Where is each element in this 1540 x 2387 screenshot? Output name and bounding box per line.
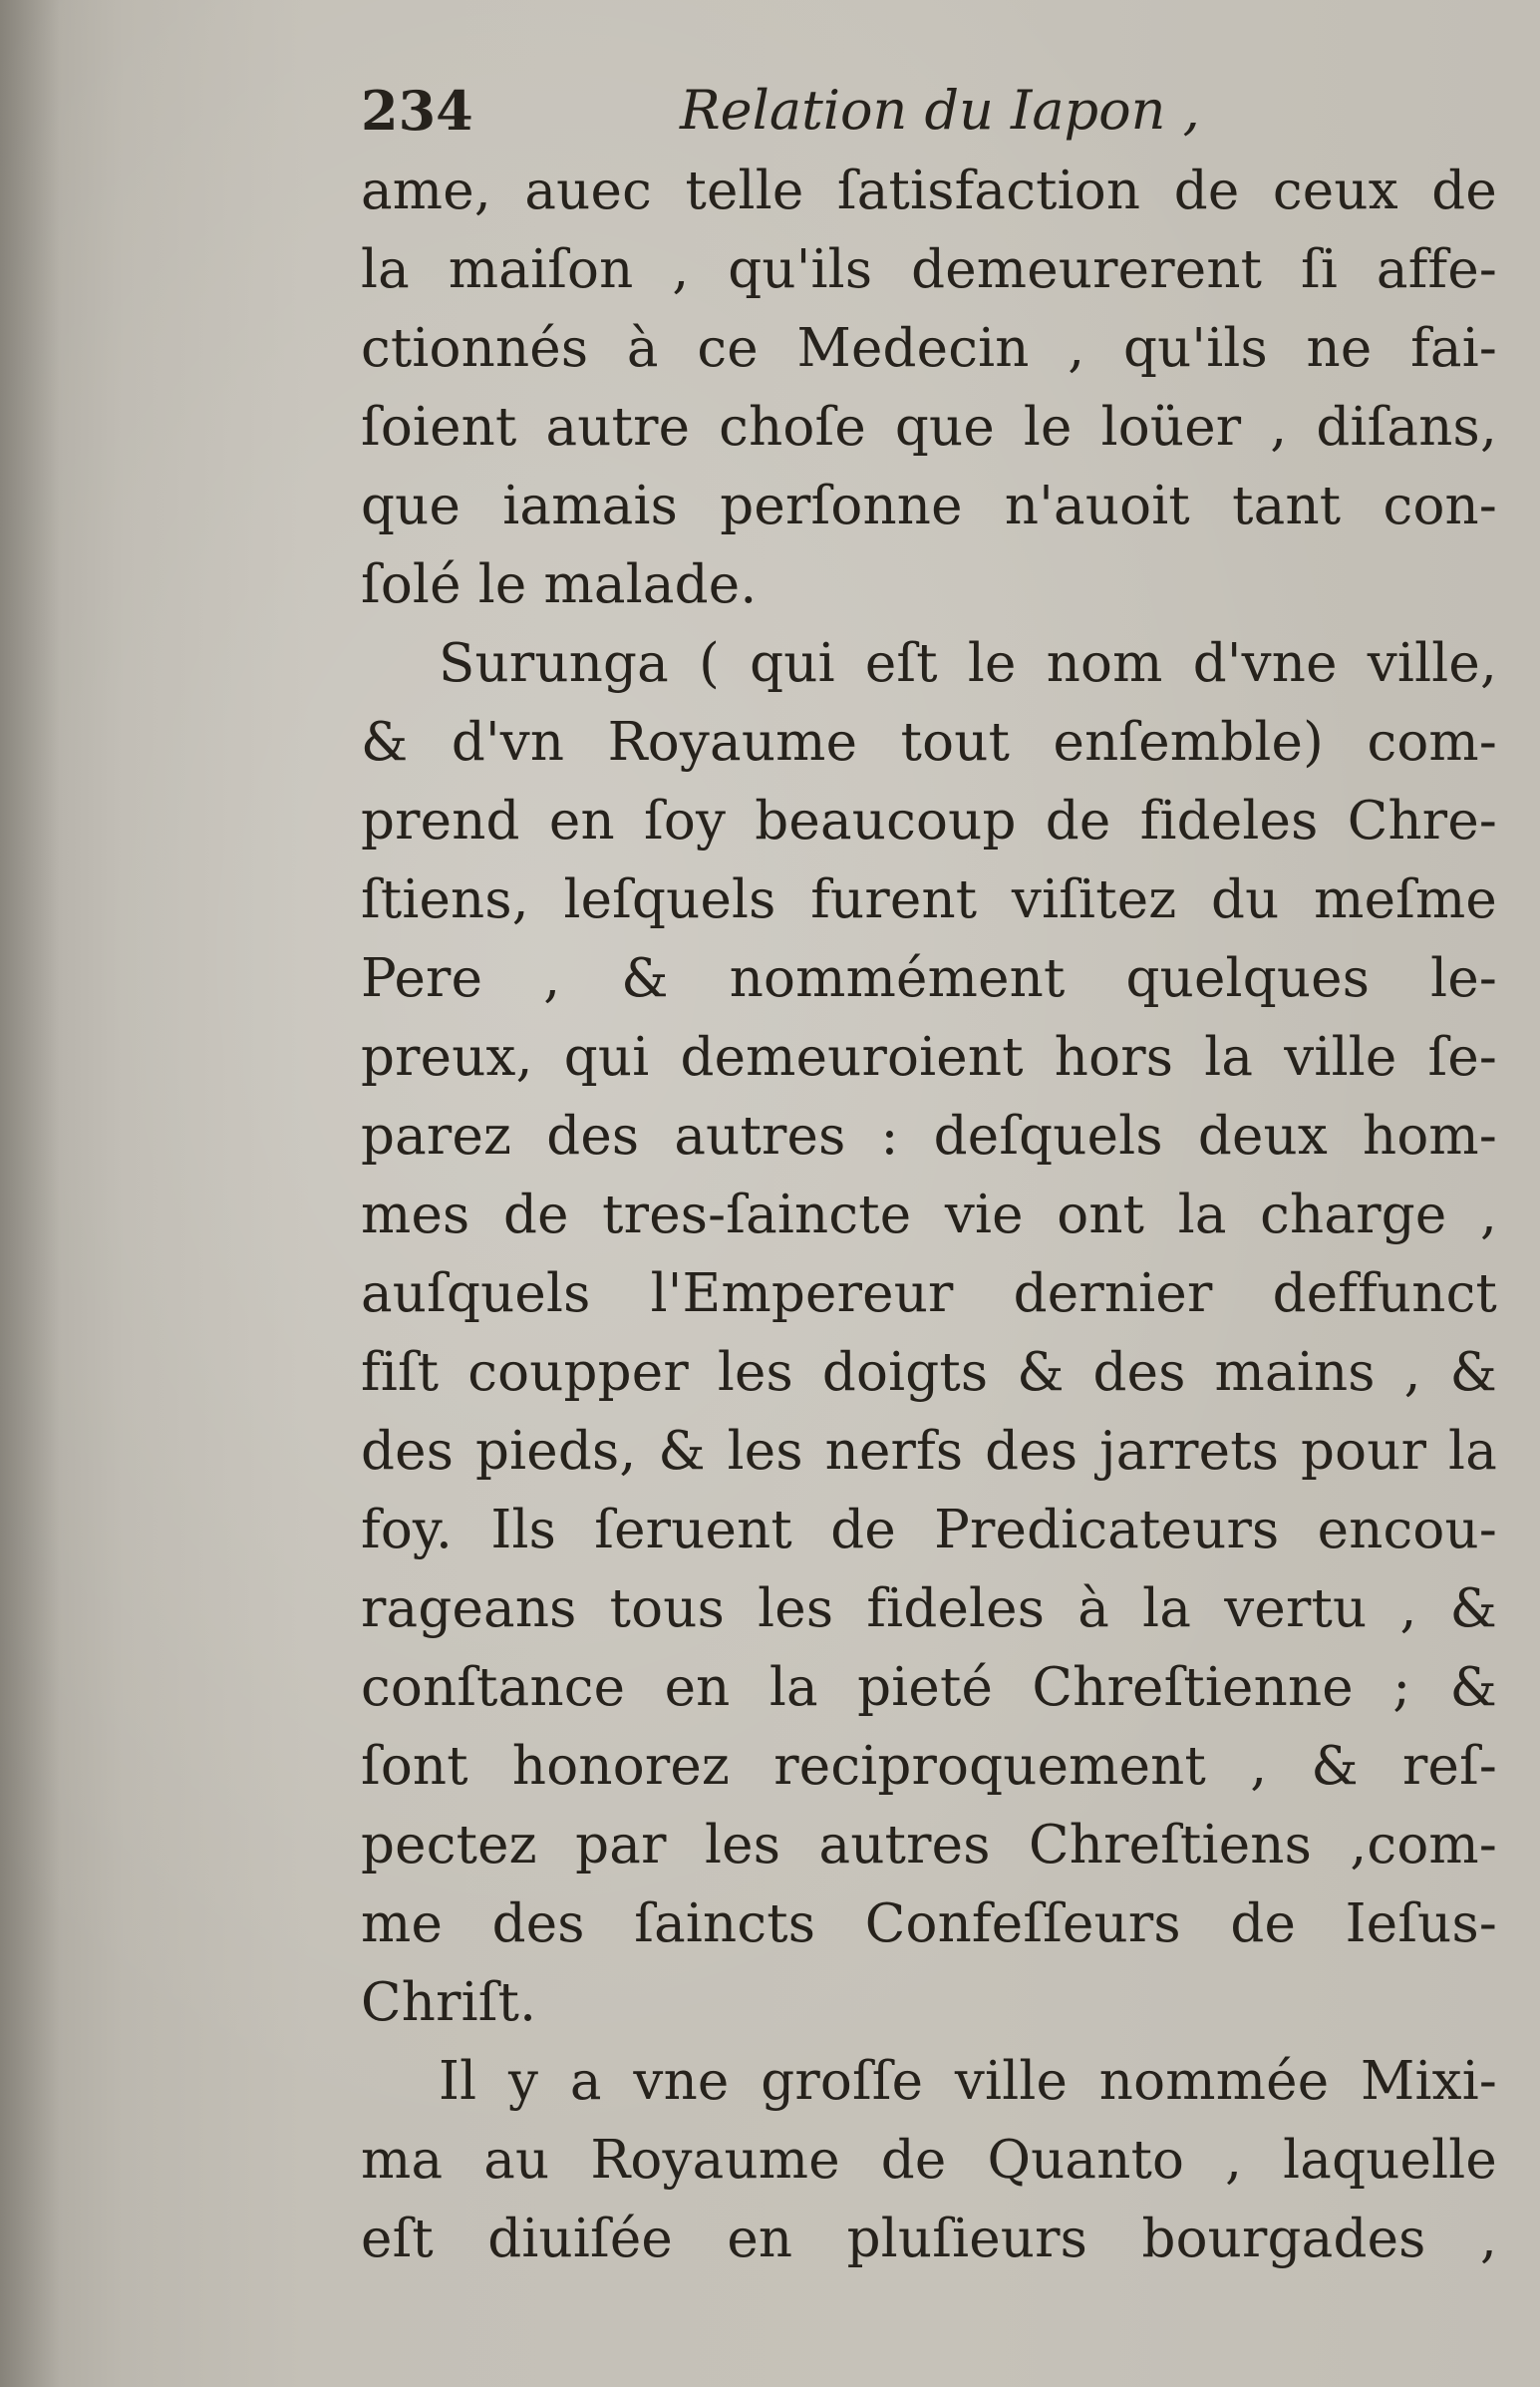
- text-line: me des ſaincts Confeſſeurs de Ieſus-: [361, 1893, 1497, 1954]
- text-line: pectez par les autres Chreſtiens ,com-: [361, 1815, 1497, 1876]
- text-line: parez des autres : deſquels deux hom-: [361, 1106, 1497, 1167]
- text-line: des pieds, & les nerfs des jarrets pour la: [361, 1421, 1497, 1482]
- text-line: & d'vn Royaume tout enſemble) com-: [361, 712, 1497, 773]
- text-line: la maiſon , qu'ils demeurerent ſi affe-: [361, 239, 1497, 300]
- gutter-shadow: [0, 0, 60, 2387]
- text-line: preux, qui demeuroient hors la ville ſe-: [361, 1027, 1497, 1088]
- text-line: mes de tres-ſaincte vie ont la charge ,: [361, 1185, 1497, 1245]
- text-line: auſquels l'Empereur dernier deffunct: [361, 1263, 1497, 1324]
- running-head: [361, 70, 1497, 152]
- text-line: Pere , & nommément quelques le-: [361, 948, 1497, 1009]
- paragraph-2: [361, 624, 1497, 2042]
- text-line: ſoient autre choſe que le loüer , diſans,: [361, 397, 1497, 458]
- text-line: ſtiens, leſquels furent viſitez du meſme: [361, 869, 1497, 930]
- text-line: ame, auec telle ſatisfaction de ceux de: [361, 161, 1497, 221]
- text-line: foy. Ils ſeruent de Predicateurs encou-: [361, 1500, 1497, 1560]
- text-line: fiſt coupper les doigts & des mains , &: [361, 1342, 1497, 1403]
- text-line: prend en ſoy beaucoup de fideles Chre-: [361, 791, 1497, 852]
- text-line: conſtance en la pieté Chreſtienne ; &: [361, 1657, 1497, 1718]
- text-line: ſont honorez reciproquement , & reſ-: [361, 1736, 1497, 1797]
- text-line: eſt diuiſée en pluſieurs bourgades ,: [361, 2209, 1497, 2269]
- text-line: Surunga ( qui eſt le nom d'vne ville,: [439, 633, 1497, 694]
- text-block: [361, 70, 1497, 2278]
- paragraph-1: [361, 152, 1497, 624]
- text-line: que iamais perſonne n'auoit tant con-: [361, 476, 1497, 536]
- text-line: ma au Royaume de Quanto , laquelle: [361, 2130, 1497, 2191]
- text-line: ſolé le malade.: [361, 554, 758, 615]
- running-title: Relation du Iapon ,: [680, 79, 1200, 142]
- page-number: 234: [361, 79, 473, 143]
- text-line: rageans tous les fideles à la vertu , &: [361, 1578, 1497, 1639]
- text-line: Chriſt.: [361, 1972, 537, 2033]
- paragraph-3: [361, 2042, 1497, 2278]
- text-line: Il y a vne groſſe ville nommée Mixi-: [439, 2051, 1497, 2112]
- text-line: ctionnés à ce Medecin , qu'ils ne fai-: [361, 318, 1497, 379]
